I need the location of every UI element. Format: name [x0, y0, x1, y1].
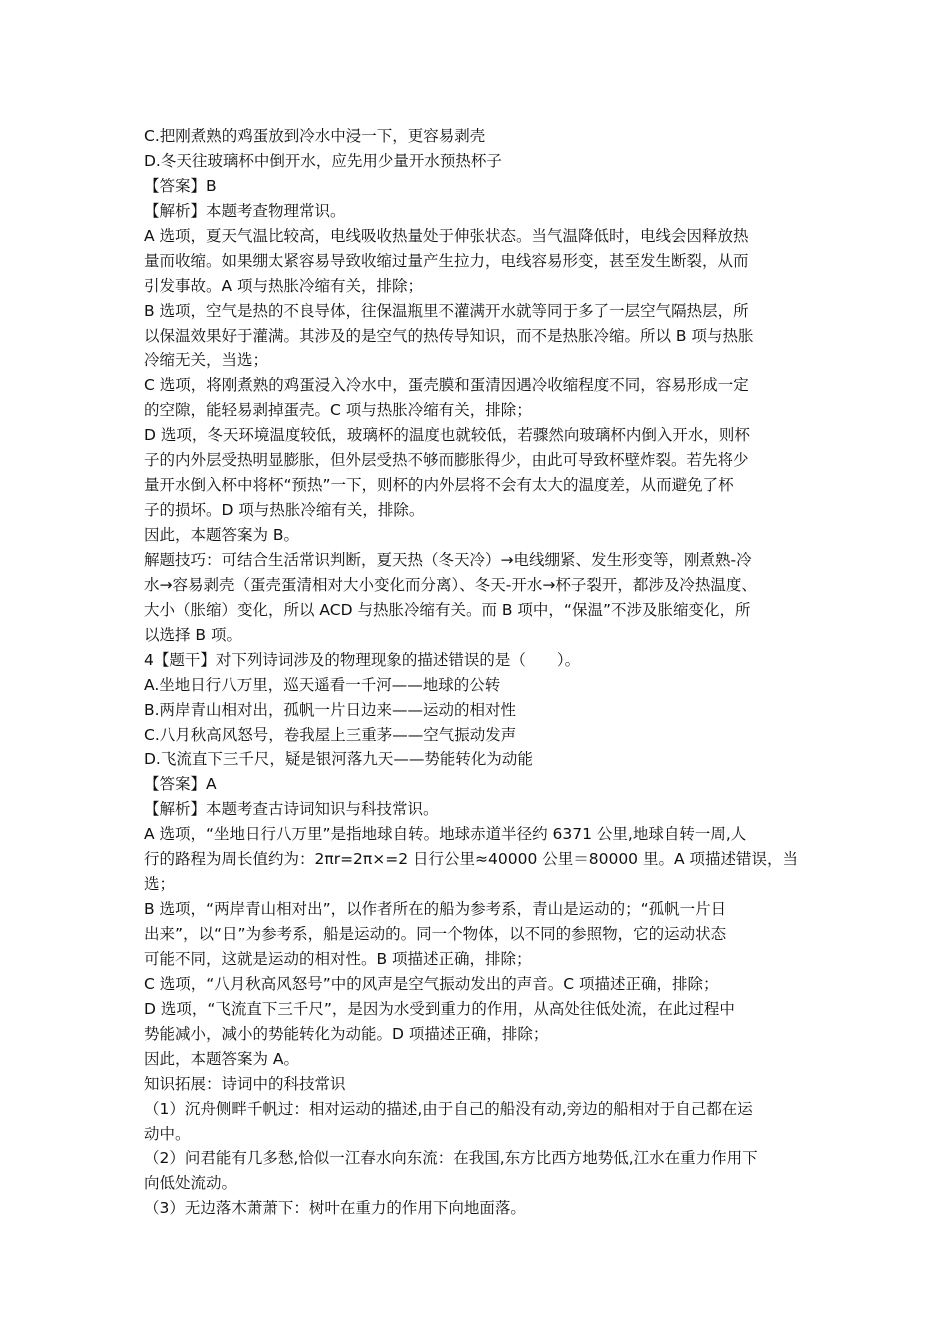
text-line: 出来”，以“日”为参考系，船是运动的。同一个物体，以不同的参照物，它的运动状态	[144, 925, 727, 943]
text-line: 因此，本题答案为 B。	[144, 526, 300, 544]
text-line: D 选项，“飞流直下三千尺”，是因为水受到重力的作用，从高处往低处流，在此过程中	[144, 999, 735, 1018]
text-line: 量开水倒入杯中将杯“预热”一下，则杯的内外层将不会有太大的温度差，从而避免了杯	[144, 476, 734, 495]
text-line: A 选项，“坐地日行八万里”是指地球自转。地球赤道半径约 6371 公里,地球自转一周,人	[144, 825, 747, 844]
text-line: （1）沉舟侧畔千帆过：相对运动的描述,由于自己的船没有动,旁边的船相对于自己都在运	[144, 1099, 753, 1118]
text-line: 行的路程为周长值约为：2πr=2π×=2 日行公里≈40000 公里＝80000 里。A 项描述错误，当	[144, 850, 798, 869]
text-line: B 选项，空气是热的不良导体，往保温瓶里不灌满开水就等同于多了一层空气隔热层，所	[144, 301, 749, 320]
text-line: （2）问君能有几多愁,恰似一江春水向东流：在我国,东方比西方地势低,江水在重力作用下	[144, 1149, 758, 1168]
text-line: 子的损坏。D 项与热胀冷缩有关，排除。	[144, 501, 425, 520]
text-line: 的空隙，能轻易剥掉蛋壳。C 项与热胀冷缩有关，排除；	[144, 401, 532, 420]
text-line: （3）无边落木萧萧下：树叶在重力的作用下向地面落。	[144, 1199, 526, 1218]
text-line: A 选项，夏天气温比较高，电线吸收热量处于伸张状态。当气温降低时，电线会因释放热	[144, 226, 749, 245]
text-line: 引发事故。A 项与热胀冷缩有关，排除；	[144, 276, 424, 295]
text-line: C.把刚煮熟的鸡蛋放到冷水中浸一下，更容易剥壳	[144, 127, 486, 145]
text-line: 冷缩无关，当选；	[144, 351, 269, 370]
text-line: 子的内外层受热明显膨胀，但外层受热不够而膨胀得少，由此可导致杯壁炸裂。若先将少	[144, 451, 749, 470]
text-line: 动中。	[144, 1124, 191, 1143]
text-line: 解题技巧：可结合生活常识判断，夏天热（冬天冷）→电线绷紧、发生形变等，刚煮熟-冷	[144, 550, 752, 569]
text-line: 量而收缩。如果绷太紧容易导致收缩过量产生拉力，电线容易形变，甚至发生断裂，从而	[144, 251, 749, 270]
text-line: 选；	[144, 875, 176, 894]
text-line: 【答案】B	[144, 176, 217, 195]
text-line: C 选项，将刚煮熟的鸡蛋浸入冷水中，蛋壳膜和蛋清因遇冷收缩程度不同，容易形成一定	[144, 376, 749, 395]
text-line: 水→容易剥壳（蛋壳蛋清相对大小变化而分离）、冬天-开水→杯子裂开，都涉及冷热温度、	[144, 575, 757, 594]
text-line: 以选择 B 项。	[144, 625, 242, 644]
text-line: C 选项，“八月秋高风怒号”中的风声是空气振动发出的声音。C 项描述正确，排除；	[144, 974, 719, 993]
text-line: 【答案】A	[144, 775, 217, 794]
text-line: D 选项，冬天环境温度较低，玻璃杯的温度也就较低，若骤然向玻璃杯内倒入开水，则杯	[144, 426, 750, 445]
text-line: B 选项，“两岸青山相对出”，以作者所在的船为参考系，青山是运动的；“孤帆一片日	[144, 900, 727, 919]
text-line: 【解析】本题考查物理常识。	[144, 201, 346, 220]
text-line: 向低处流动。	[144, 1174, 238, 1193]
text-line: C.八月秋高风怒号，卷我屋上三重茅——空气振动发声	[144, 725, 517, 744]
text-line: 势能减小，减小的势能转化为动能。D 项描述正确，排除；	[144, 1024, 549, 1043]
text-line: B.两岸青山相对出，孤帆一片日边来——运动的相对性	[144, 700, 517, 719]
text-line: 因此，本题答案为 A。	[144, 1049, 300, 1068]
text-line: 知识拓展：诗词中的科技常识	[144, 1074, 346, 1093]
text-line: 以保温效果好于灌满。其涉及的是空气的热传导知识，而不是热胀冷缩。所以 B 项与热胀	[144, 326, 754, 345]
text-line: D.飞流直下三千尺，疑是银河落九天——势能转化为动能	[144, 750, 533, 769]
text-line: D.冬天往玻璃杯中倒开水，应先用少量开水预热杯子	[144, 151, 502, 170]
document-page	[144, 124, 812, 1221]
text-line: 4【题干】对下列诗词涉及的物理现象的描述错误的是（ ）。	[144, 650, 581, 669]
text-line: 可能不同，这就是运动的相对性。B 项描述正确，排除；	[144, 949, 532, 968]
text-line: A.坐地日行八万里，巡天遥看一千河——地球的公转	[144, 675, 501, 694]
text-line: 大小（胀缩）变化，所以 ACD 与热胀冷缩有关。而 B 项中，“保温”不涉及胀缩变化，所	[144, 600, 751, 619]
text-line: 【解析】本题考查古诗词知识与科技常识。	[144, 800, 439, 819]
